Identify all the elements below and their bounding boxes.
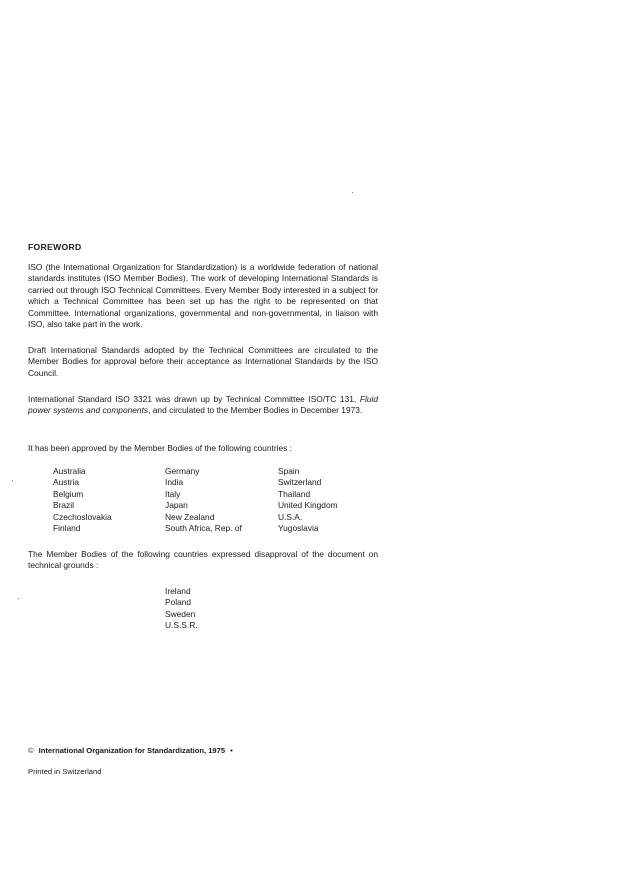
country-item: Yugoslavia — [278, 523, 319, 534]
approving-countries-column-3 — [278, 466, 338, 534]
country-item: India — [165, 477, 184, 488]
country-item: Poland — [165, 597, 192, 608]
country-item: Czechoslovakia — [53, 511, 112, 522]
scan-speck — [12, 480, 13, 481]
foreword-paragraph-standard — [28, 394, 378, 417]
foreword-paragraph-iso: ISO (the International Organization for Standardization) is a worldwide federation of national standards institutes (ISO Member Bodies). The work of developing International Standards is carried out through ISO Technical Committees. Every Member Body interested in a subject for which a Technical Committee has been set up has the right to be represented on that Committee. International organizations, governmental and non-governmental, in liaison with ISO, also take part in the work. — [28, 262, 378, 330]
standard-text-end: , and circulated to the Member Bodies in December 1973. — [148, 405, 363, 416]
foreword-paragraph-drafts: Draft International Standards adopted by the Technical Committees are circulated to the Member Bodies for approval before their acceptance as International Standards by the ISO Council. — [28, 345, 378, 378]
scan-speck — [18, 598, 19, 599]
bullet-icon: • — [230, 746, 233, 755]
printed-in-note: Printed in Switzerland — [28, 767, 102, 776]
country-item: U.S.A. — [278, 511, 303, 522]
approving-countries-column-2 — [165, 466, 242, 534]
copyright-line — [28, 746, 233, 755]
scan-speck — [352, 192, 353, 193]
country-item: Australia — [53, 466, 86, 476]
copyright-symbol: © — [28, 746, 34, 755]
country-item: United Kingdom — [278, 500, 338, 511]
country-item: Italy — [165, 488, 181, 499]
country-item: U.S.S.R. — [165, 620, 198, 631]
country-item: Austria — [53, 477, 80, 488]
country-item: Spain — [278, 466, 300, 476]
committee-title: Fluid power systems and components — [28, 394, 378, 416]
foreword-heading: FOREWORD — [28, 242, 82, 252]
country-item: South Africa, Rep. of — [165, 523, 242, 534]
country-item: Belgium — [53, 488, 84, 499]
country-item: Sweden — [165, 608, 196, 619]
approving-countries-column-1 — [53, 466, 112, 534]
country-item: Brazil — [53, 500, 74, 511]
copyright-text: International Organization for Standardization, 1975 — [38, 746, 226, 755]
country-item: Ireland — [165, 586, 191, 596]
foreword-paragraph-approval: It has been approved by the Member Bodies of the following countries : — [28, 443, 292, 453]
foreword-paragraph-disapproval: The Member Bodies of the following countries expressed disapproval of the document on technical grounds : — [28, 549, 378, 571]
disapproving-countries-list — [165, 586, 198, 632]
country-item: Germany — [165, 466, 200, 476]
country-item: Finland — [53, 523, 81, 534]
country-item: New Zealand — [165, 511, 215, 522]
country-item: Thailand — [278, 488, 311, 499]
standard-text-start: International Standard ISO 3321 was drawn up by Technical Committee ISO/TC 131, — [28, 394, 360, 404]
country-item: Switzerland — [278, 477, 322, 488]
country-item: Japan — [165, 500, 188, 511]
